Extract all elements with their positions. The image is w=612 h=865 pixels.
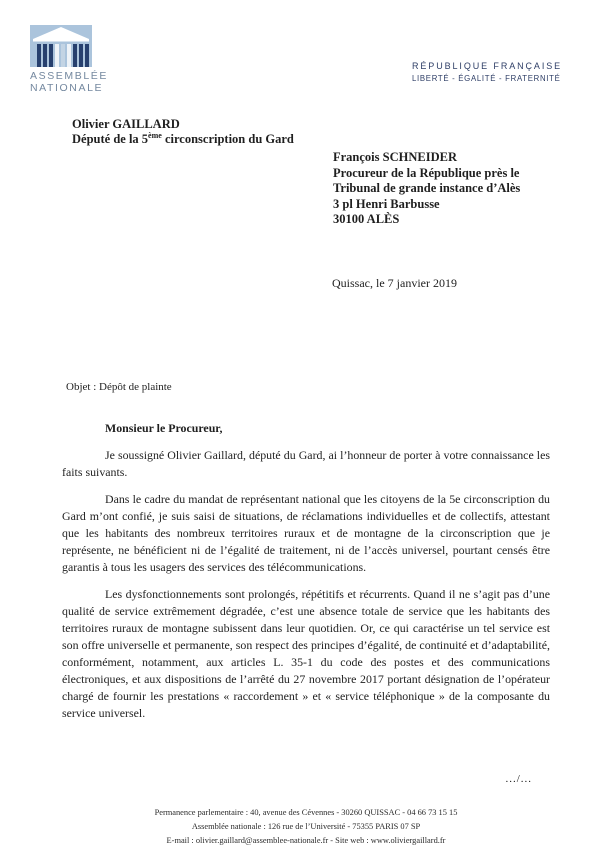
- continuation-mark: .../...: [505, 773, 532, 785]
- logo-wordmark-line1: ASSEMBLÉE: [30, 70, 109, 82]
- paragraph-1: Je soussigné Olivier Gaillard, député du Gard, ai l’honneur de porter à votre connaissance les faits suivants.: [62, 448, 550, 479]
- sender-block: [72, 117, 294, 147]
- recipient-city: 30100 ALÈS: [333, 212, 400, 226]
- recipient-function-line1: Procureur de la République près le: [333, 165, 520, 180]
- republique-francaise-block: [412, 60, 562, 85]
- sender-name: Olivier GAILLARD: [72, 117, 180, 131]
- paragraph-2: Dans le cadre du mandat de représentant national que les citoyens de la 5e circonscription du Gard m’ont confié, je suis saisi de situations, de réclamations individuelles et de collectifs, attestant que les habitants des nombreux territoires ruraux et de montagne de la circonscription que je représente, ne bénéficient ni de l’égalité de traitement, ni de l’accès universel, pourtant censés être garantis à tous les usagers des services des télécommunications.: [62, 492, 550, 574]
- salutation: Monsieur le Procureur,: [105, 421, 223, 435]
- footer-contact-line: E-mail : olivier.gaillard@assemblee-nationale.fr - Site web : www.oliviergaillard.fr: [166, 835, 446, 845]
- recipient-function-line2: Tribunal de grande instance d’Alès: [333, 181, 521, 195]
- republique-francaise-text: RÉPUBLIQUE FRANÇAISE: [412, 61, 563, 71]
- recipient-name: François SCHNEIDER: [333, 150, 457, 164]
- footer-assemblee-line: Assemblée nationale : 126 rue de l’Université - 75355 PARIS 07 SP: [191, 821, 421, 831]
- recipient-block: [333, 150, 520, 228]
- letter-body: [62, 420, 550, 732]
- assemblee-nationale-logo: [30, 25, 120, 94]
- sender-title-post: circonscription du Gard: [161, 132, 294, 146]
- sender-title-pre: Député de la 5: [72, 132, 149, 146]
- logo-wordmark-line2: NATIONALE: [30, 82, 104, 94]
- logo-wordmark: [30, 70, 120, 94]
- sender-title: [72, 132, 294, 147]
- dateline: Quissac, le 7 janvier 2019: [332, 276, 457, 290]
- footer-block: [0, 806, 612, 847]
- footer-permanence-line: Permanence parlementaire : 40, avenue des Cévennes - 30260 QUISSAC - 04 66 73 15 15: [154, 808, 458, 817]
- assemblee-nationale-temple-icon: [30, 25, 92, 67]
- sender-title-superscript: ème: [148, 130, 162, 140]
- paragraph-3: Les dysfonctionnements sont prolongés, répétitifs et récurrents. Quand il ne s’agit pas d’une qualité de service extrêmement dégradée, c’est une absence totale de service que les habitants des territoires ruraux de montagne subissent dans leur quotidien. Or, ce qui caractérise un tel service est son offre universelle et permanente, son respect des principes d’égalité, de continuité et d’adaptabilité, conformément, notamment, aux articles L. 35-1 du code des postes et des communications électroniques, et aux dispositions de l’arrêté du 27 novembre 2017 portant désignation de l’opérateur chargé de fournir les prestations « raccordement » et « service téléphonique » de la composante du service universel.: [62, 587, 550, 720]
- recipient-street: 3 pl Henri Barbusse: [333, 196, 440, 211]
- liberte-egalite-fraternite-text: LIBERTÉ - ÉGALITÉ - FRATERNITÉ: [412, 74, 561, 83]
- subject-line: Objet : Dépôt de plainte: [66, 381, 172, 393]
